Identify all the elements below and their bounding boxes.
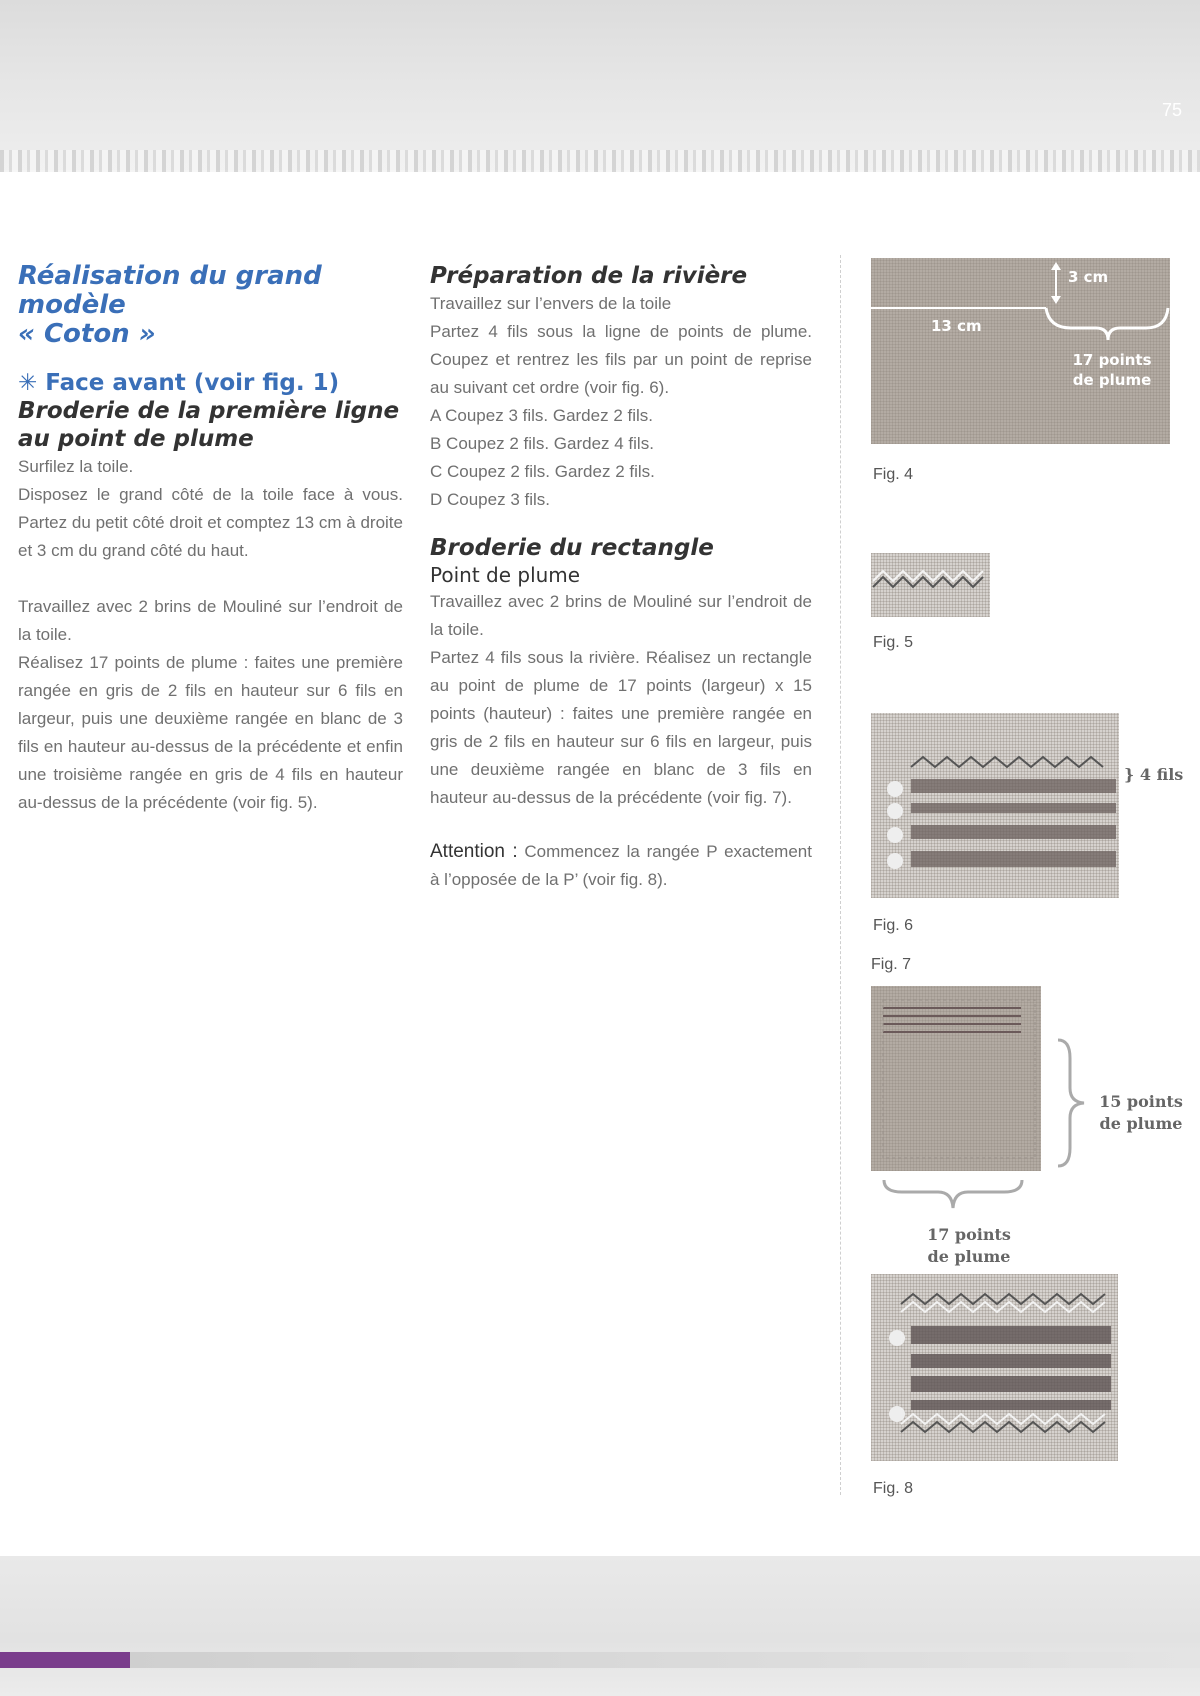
main-title	[18, 262, 403, 349]
rectangle-title: Broderie du rectangle	[430, 535, 714, 561]
list-item: C Coupez 2 fils. Gardez 2 fils.	[430, 462, 655, 481]
list-item: D Coupez 3 fils.	[430, 490, 550, 509]
paragraph: Partez 4 fils sous la ligne de points de plume. Coupez et rentrez les fils par un point de reprise au suivant cet ordre (voir fig. 6).	[430, 322, 812, 397]
subsection-title-line1: Broderie de la première ligne	[18, 398, 400, 424]
fig7-stitch-drawing	[871, 986, 1041, 1171]
footer-band	[0, 1556, 1200, 1696]
fig7-width-label	[908, 1224, 1030, 1268]
page-number: 75	[1161, 100, 1182, 120]
paragraph: Travaillez sur l’envers de la toile	[430, 294, 672, 313]
fig7-label: Fig. 7	[871, 956, 912, 973]
fig4-label: Fig. 4	[873, 466, 914, 483]
attention-label: Attention :	[430, 841, 518, 862]
paragraph: Partez 4 fils sous la rivière. Réalisez un rectangle au point de plume de 17 points (largeur) x 15 points (hauteur) : faites une première rangée en gris de 2 fils en hauteur sur 6 fils en largeur, puis une deuxième rangée en blanc de 3 fils en hauteur au-dessus de la précédente (voir fig. 7).	[430, 648, 812, 807]
fig7-photo	[871, 986, 1041, 1171]
fig6-stitch-drawing	[871, 713, 1119, 898]
column-left	[18, 262, 403, 817]
fig7-height-line2: de plume	[1099, 1114, 1183, 1133]
fig7-height-label	[1096, 1091, 1186, 1135]
column-divider	[840, 255, 841, 1495]
riviere-title: Préparation de la rivière	[430, 263, 748, 289]
fig5-photo	[871, 553, 990, 617]
fig6-photo	[871, 713, 1119, 898]
rectangle-subtitle: Point de plume	[430, 563, 581, 587]
fig8-photo	[871, 1274, 1118, 1461]
fig5-stitch-drawing	[871, 553, 990, 617]
attention-text: Commencez la rangée P exactement à l’opposée de la P’ (voir fig. 8).	[430, 842, 812, 889]
paragraph: Surfilez la toile.	[18, 457, 134, 476]
subsection-title	[18, 397, 403, 453]
fig7-width-line2: de plume	[927, 1247, 1011, 1266]
paragraph: Travaillez avec 2 brins de Mouliné sur l’endroit de la toile.	[430, 592, 812, 639]
fig4-points-line1: 17 points	[1072, 351, 1152, 369]
header-lace-border	[0, 150, 1200, 172]
fig4-width-label: 13 cm	[931, 317, 982, 335]
fig7-height-line1: 15 points	[1099, 1092, 1183, 1111]
column-middle	[430, 262, 812, 894]
attention-note	[430, 838, 812, 894]
fig5-label: Fig. 5	[873, 634, 914, 651]
main-title-line1: Réalisation du grand modèle	[18, 261, 322, 320]
fig7-bottom-brace	[880, 1178, 1030, 1218]
fig8-stitch-drawing	[871, 1274, 1118, 1461]
fig6-label: Fig. 6	[873, 917, 914, 934]
header-band	[0, 0, 1200, 170]
list-item: B Coupez 2 fils. Gardez 4 fils.	[430, 434, 654, 453]
fig4-photo	[871, 258, 1170, 444]
fig8-label: Fig. 8	[873, 1480, 914, 1497]
fig4-points-label	[1067, 350, 1157, 390]
paragraph: Travaillez avec 2 brins de Mouliné sur l’endroit de la toile.	[18, 597, 403, 644]
fig7-right-brace	[1054, 1036, 1094, 1171]
fig4-height-label: 3 cm	[1068, 268, 1109, 286]
fig7-width-line1: 17 points	[927, 1225, 1011, 1244]
paragraph: Disposez le grand côté de la toile face à vous. Partez du petit côté droit et comptez 13 cm à droite et 3 cm du grand côté du haut.	[18, 485, 403, 560]
subsection-title-line2: au point de plume	[18, 426, 254, 452]
list-item: A Coupez 3 fils. Gardez 2 fils.	[430, 406, 653, 425]
footer-accent-bar	[0, 1652, 130, 1668]
section-title: ✳ Face avant (voir fig. 1)	[18, 370, 340, 396]
footer-grey-bar	[130, 1652, 1200, 1668]
fig6-threads-label: } 4 fils	[1124, 765, 1184, 784]
main-title-line2: « Coton »	[18, 319, 156, 349]
paragraph: Réalisez 17 points de plume : faites une première rangée en gris de 2 fils en hauteur sur 6 fils en largeur, puis une deuxième rangée en blanc de 3 fils en hauteur au-dessus de la précédente et enfin une troisième rangée en gris de 4 fils en hauteur au-dessus de la précédente (voir fig. 5).	[18, 653, 403, 812]
fig4-points-line2: de plume	[1072, 371, 1152, 389]
